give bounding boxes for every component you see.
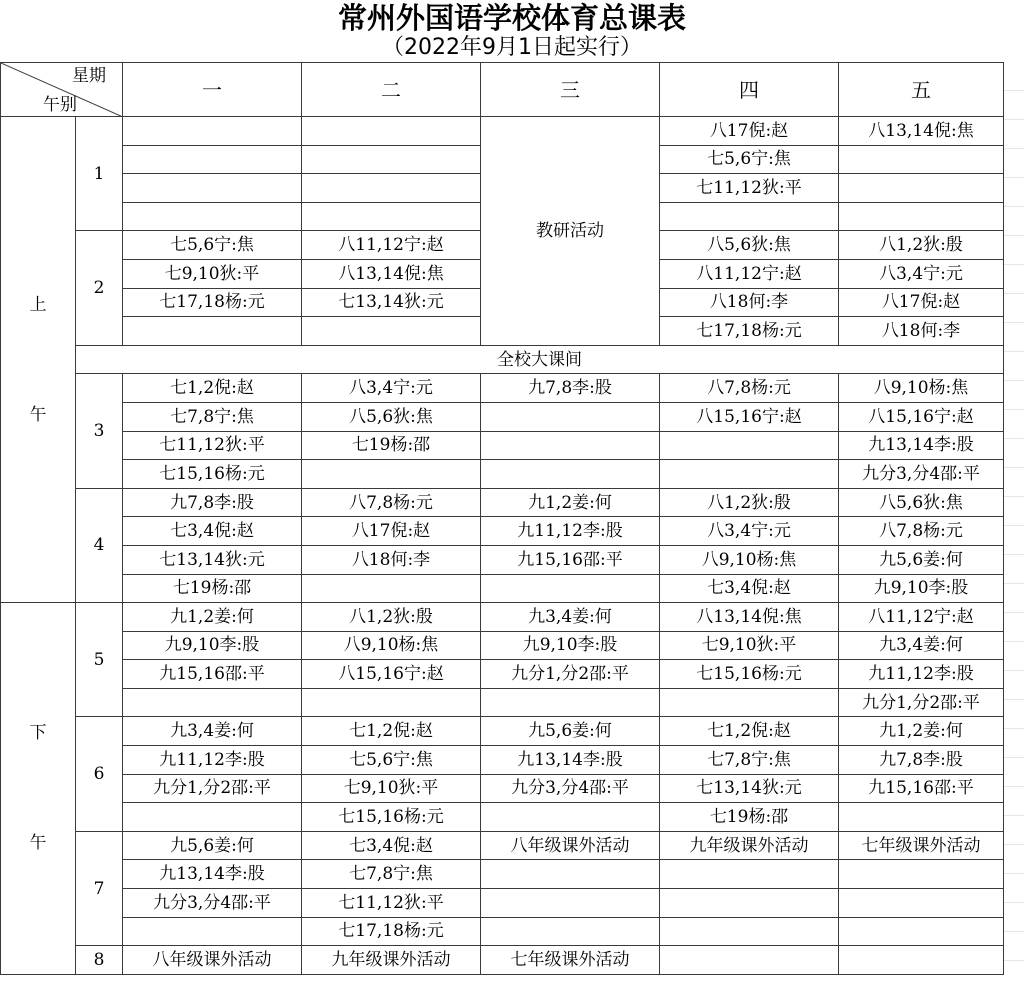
period-row	[1, 660, 1004, 689]
period-number: 2	[76, 231, 123, 345]
period-row	[1, 717, 1004, 746]
class-cell: 七15,16杨:元	[660, 660, 839, 689]
day-header: 一	[123, 63, 302, 117]
class-cell: 七13,14狄:元	[302, 288, 481, 317]
period-row	[1, 402, 1004, 431]
period-row	[1, 488, 1004, 517]
class-cell	[302, 460, 481, 489]
class-cell: 九5,6姜:何	[839, 545, 1004, 574]
period-number: 6	[76, 717, 123, 831]
class-cell: 九分3,分4邵:平	[123, 889, 302, 918]
class-cell	[481, 860, 660, 889]
morning-label	[1, 117, 76, 603]
period-row	[1, 917, 1004, 946]
class-cell: 九1,2姜:何	[839, 717, 1004, 746]
class-cell: 八3,4宁:元	[302, 374, 481, 403]
morning-char-2: 午	[29, 404, 47, 425]
class-cell	[839, 946, 1004, 975]
class-cell: 七9,10狄:平	[123, 259, 302, 288]
class-cell	[123, 917, 302, 946]
class-cell: 七11,12狄:平	[302, 889, 481, 918]
class-cell: 九年级课外活动	[660, 831, 839, 860]
class-cell: 九11,12李:股	[839, 660, 1004, 689]
class-cell: 八5,6狄:焦	[660, 231, 839, 260]
class-cell: 八18何:李	[660, 288, 839, 317]
class-cell	[481, 688, 660, 717]
class-cell: 九分3,分4邵:平	[839, 460, 1004, 489]
class-cell: 九分1,分2邵:平	[839, 688, 1004, 717]
class-cell: 七13,14狄:元	[660, 774, 839, 803]
period-row	[1, 831, 1004, 860]
class-cell: 八15,16宁:赵	[660, 402, 839, 431]
break-cell: 全校大课间	[76, 345, 1004, 374]
class-cell	[302, 202, 481, 231]
class-cell	[839, 202, 1004, 231]
class-cell	[839, 174, 1004, 203]
period-row	[1, 374, 1004, 403]
class-cell: 九11,12李:股	[481, 517, 660, 546]
class-cell	[302, 117, 481, 146]
class-cell: 八1,2狄:殷	[839, 231, 1004, 260]
class-cell	[481, 889, 660, 918]
class-cell	[481, 460, 660, 489]
class-cell	[123, 688, 302, 717]
class-cell: 九1,2姜:何	[123, 603, 302, 632]
period-label: 午别	[43, 95, 77, 115]
corner-cell	[1, 63, 123, 117]
period-number: 4	[76, 488, 123, 602]
morning-char-1: 上	[29, 294, 47, 315]
class-cell: 八7,8杨:元	[839, 517, 1004, 546]
sheet-gridlines	[1003, 62, 1024, 986]
class-cell	[660, 460, 839, 489]
period-row	[1, 946, 1004, 975]
class-cell	[481, 917, 660, 946]
class-cell	[660, 202, 839, 231]
page-subtitle: （2022年9月1日起实行）	[382, 35, 642, 60]
class-cell: 七17,18杨:元	[302, 917, 481, 946]
class-cell: 八13,14倪:焦	[660, 603, 839, 632]
class-cell: 七3,4倪:赵	[660, 574, 839, 603]
class-cell: 七3,4倪:赵	[123, 517, 302, 546]
class-cell: 九9,10李:股	[839, 574, 1004, 603]
class-cell	[123, 202, 302, 231]
period-row	[1, 631, 1004, 660]
period-row	[1, 117, 1004, 146]
page-title: 常州外国语学校体育总课表	[337, 1, 686, 35]
class-cell: 八1,2狄:殷	[302, 603, 481, 632]
day-header: 四	[660, 63, 839, 117]
period-row	[1, 688, 1004, 717]
class-cell: 八3,4宁:元	[660, 517, 839, 546]
class-cell	[123, 117, 302, 146]
class-cell: 八18何:李	[839, 317, 1004, 346]
teaching-research-cell: 教研活动	[481, 117, 660, 346]
class-cell: 九7,8李:股	[123, 488, 302, 517]
period-row	[1, 803, 1004, 832]
class-cell: 七17,18杨:元	[123, 288, 302, 317]
class-cell: 七19杨:邵	[302, 431, 481, 460]
class-cell: 九3,4姜:何	[481, 603, 660, 632]
class-cell: 七3,4倪:赵	[302, 831, 481, 860]
class-cell: 八5,6狄:焦	[839, 488, 1004, 517]
class-cell: 七19杨:邵	[660, 803, 839, 832]
class-cell: 九9,10李:股	[481, 631, 660, 660]
class-cell: 九7,8李:股	[839, 746, 1004, 775]
class-cell	[123, 803, 302, 832]
class-cell: 七17,18杨:元	[660, 317, 839, 346]
day-header: 三	[481, 63, 660, 117]
class-cell: 九11,12李:股	[123, 746, 302, 775]
class-cell: 七年级课外活动	[839, 831, 1004, 860]
class-cell	[481, 574, 660, 603]
header-row	[1, 63, 1004, 117]
class-cell: 九5,6姜:何	[481, 717, 660, 746]
period-number: 8	[76, 946, 123, 975]
class-cell	[123, 174, 302, 203]
class-cell	[481, 431, 660, 460]
afternoon-char-2: 午	[29, 833, 47, 854]
class-cell: 七9,10狄:平	[302, 774, 481, 803]
class-cell: 九3,4姜:何	[839, 631, 1004, 660]
class-cell	[660, 946, 839, 975]
class-cell	[302, 574, 481, 603]
period-row	[1, 574, 1004, 603]
class-cell: 九年级课外活动	[302, 946, 481, 975]
class-cell	[302, 317, 481, 346]
period-number: 5	[76, 603, 123, 717]
class-cell	[660, 917, 839, 946]
break-row	[1, 345, 1004, 374]
period-row	[1, 746, 1004, 775]
class-cell: 八17倪:赵	[660, 117, 839, 146]
class-cell	[302, 174, 481, 203]
class-cell: 九13,14李:股	[481, 746, 660, 775]
class-cell: 八17倪:赵	[302, 517, 481, 546]
class-cell: 八13,14倪:焦	[302, 259, 481, 288]
class-cell: 九9,10李:股	[123, 631, 302, 660]
class-cell: 八9,10杨:焦	[660, 545, 839, 574]
class-cell: 八17倪:赵	[839, 288, 1004, 317]
period-row	[1, 545, 1004, 574]
class-cell: 七年级课外活动	[481, 946, 660, 975]
class-cell: 九15,16邵:平	[123, 660, 302, 689]
class-cell	[839, 803, 1004, 832]
class-cell: 七1,2倪:赵	[660, 717, 839, 746]
afternoon-label	[1, 603, 76, 975]
period-row	[1, 603, 1004, 632]
period-number: 3	[76, 374, 123, 488]
class-cell: 九13,14李:股	[839, 431, 1004, 460]
class-cell: 七11,12狄:平	[660, 174, 839, 203]
class-cell: 八11,12宁:赵	[839, 603, 1004, 632]
class-cell: 八15,16宁:赵	[302, 660, 481, 689]
class-cell	[302, 688, 481, 717]
class-cell: 八年级课外活动	[123, 946, 302, 975]
class-cell	[123, 145, 302, 174]
class-cell	[123, 317, 302, 346]
class-cell: 七5,6宁:焦	[123, 231, 302, 260]
period-number: 7	[76, 831, 123, 945]
period-number: 1	[76, 117, 123, 231]
period-row	[1, 860, 1004, 889]
class-cell: 八11,12宁:赵	[302, 231, 481, 260]
period-row	[1, 889, 1004, 918]
class-cell: 七11,12狄:平	[123, 431, 302, 460]
period-row	[1, 517, 1004, 546]
class-cell: 八5,6狄:焦	[302, 402, 481, 431]
class-cell: 八7,8杨:元	[302, 488, 481, 517]
class-cell: 八3,4宁:元	[839, 259, 1004, 288]
class-cell: 八13,14倪:焦	[839, 117, 1004, 146]
class-cell: 八年级课外活动	[481, 831, 660, 860]
class-cell: 八15,16宁:赵	[839, 402, 1004, 431]
day-header: 五	[839, 63, 1004, 117]
class-cell: 八7,8杨:元	[660, 374, 839, 403]
class-cell: 八18何:李	[302, 545, 481, 574]
class-cell: 九分1,分2邵:平	[123, 774, 302, 803]
class-cell: 七7,8宁:焦	[123, 402, 302, 431]
class-cell: 七19杨:邵	[123, 574, 302, 603]
class-cell	[839, 889, 1004, 918]
class-cell: 九3,4姜:何	[123, 717, 302, 746]
class-cell	[839, 917, 1004, 946]
class-cell: 九15,16邵:平	[839, 774, 1004, 803]
class-cell	[660, 889, 839, 918]
class-cell: 七1,2倪:赵	[302, 717, 481, 746]
class-cell: 七9,10狄:平	[660, 631, 839, 660]
class-cell	[660, 688, 839, 717]
class-cell: 九13,14李:股	[123, 860, 302, 889]
class-cell: 七1,2倪:赵	[123, 374, 302, 403]
period-row	[1, 431, 1004, 460]
class-cell: 七15,16杨:元	[123, 460, 302, 489]
class-cell: 九7,8李:股	[481, 374, 660, 403]
class-cell	[481, 803, 660, 832]
afternoon-char-1: 下	[29, 723, 47, 744]
class-cell: 八1,2狄:殷	[660, 488, 839, 517]
class-cell	[839, 860, 1004, 889]
class-cell: 七5,6宁:焦	[302, 746, 481, 775]
class-cell: 八9,10杨:焦	[839, 374, 1004, 403]
class-cell: 九1,2姜:何	[481, 488, 660, 517]
class-cell: 七7,8宁:焦	[660, 746, 839, 775]
class-cell: 七13,14狄:元	[123, 545, 302, 574]
period-row	[1, 460, 1004, 489]
class-cell: 八11,12宁:赵	[660, 259, 839, 288]
class-cell: 九分3,分4邵:平	[481, 774, 660, 803]
class-cell: 七7,8宁:焦	[302, 860, 481, 889]
class-cell	[660, 431, 839, 460]
class-cell: 七5,6宁:焦	[660, 145, 839, 174]
week-label: 星期	[72, 66, 106, 86]
class-cell	[839, 145, 1004, 174]
class-cell	[660, 860, 839, 889]
class-cell: 九5,6姜:何	[123, 831, 302, 860]
day-header: 二	[302, 63, 481, 117]
period-row	[1, 774, 1004, 803]
class-cell: 九分1,分2邵:平	[481, 660, 660, 689]
class-cell	[481, 402, 660, 431]
schedule-table	[0, 62, 1004, 975]
class-cell: 九15,16邵:平	[481, 545, 660, 574]
class-cell: 七15,16杨:元	[302, 803, 481, 832]
class-cell	[302, 145, 481, 174]
class-cell: 八9,10杨:焦	[302, 631, 481, 660]
